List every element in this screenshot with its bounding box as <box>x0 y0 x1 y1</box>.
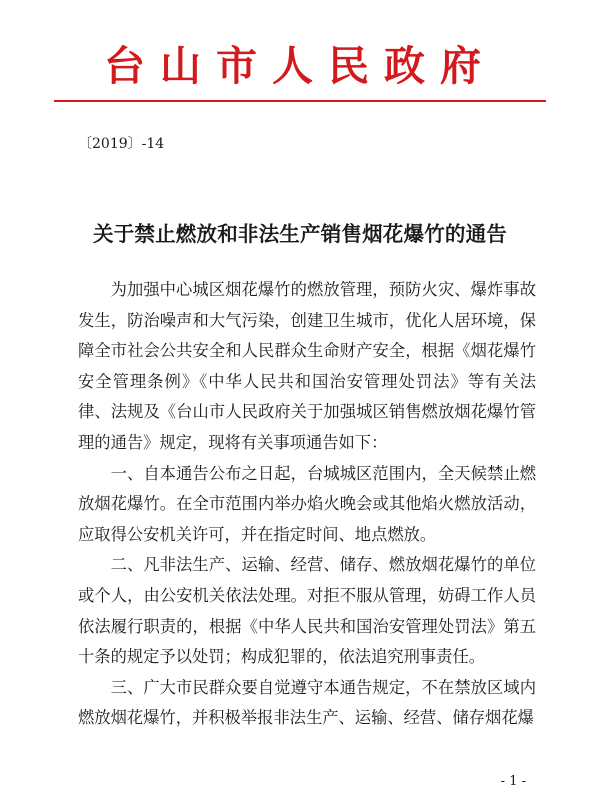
paragraph-intro: 为加强中心城区烟花爆竹的燃放管理，预防火灾、爆炸事故发生，防治噪声和大气污染，创建卫生城市，优化人居环境，保障全市社会公共安全和人民群众生命财产安全，根据《烟花爆竹安全管理条例》《中华人民共和国治安管理处罚法》等有关法律、法规及《台山市人民政府关于加强城区销售燃放烟花爆竹管理的通告》规定，现将有关事项通告如下： <box>78 280 536 452</box>
document-body <box>78 275 536 734</box>
document-number: 〔2019〕-14 <box>78 136 165 152</box>
paragraph-item-2: 二、凡非法生产、运输、经营、储存、燃放烟花爆竹的单位或个人，由公安机关依法处理。对拒不服从管理，妨碍工作人员依法履行职责的，根据《中华人民共和国治安管理处罚法》第五十条的规定予以处罚；构成犯罪的，依法追究刑事责任。 <box>78 555 536 667</box>
document-heading: 关于禁止燃放和非法生产销售烟花爆竹的通告 <box>93 222 507 246</box>
paragraph-item-3: 三、广大市民群众要自觉遵守本通告规定，不在禁放区域内燃放烟花爆竹，并积极举报非法生产、运输、经营、储存烟花爆 <box>78 677 536 728</box>
page-number: - 1 - <box>500 774 526 789</box>
issuing-authority-title: 台山市人民政府 <box>104 42 496 90</box>
red-divider-line <box>54 100 546 102</box>
paragraph-item-1: 一、自本通告公布之日起，台城城区范围内，全天候禁止燃放烟花爆竹。在全市范围内举办焰火晚会或其他焰火燃放活动，应取得公安机关许可，并在指定时间、地点燃放。 <box>78 463 536 544</box>
